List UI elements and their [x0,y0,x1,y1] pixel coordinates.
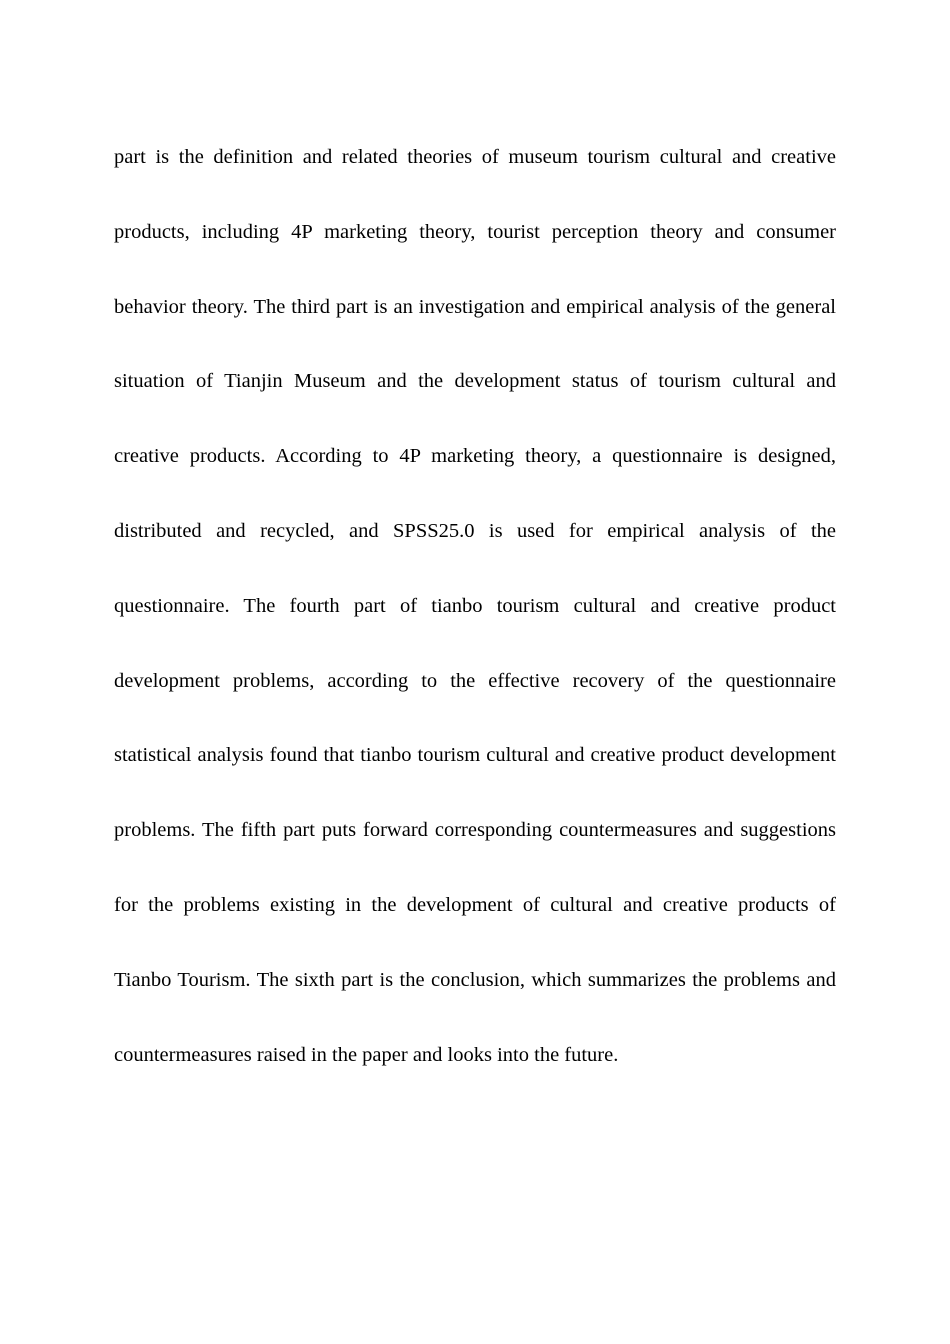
body-paragraph: part is the definition and related theories of museum tourism cultural and creative products, including 4P marketing theory, tourist perception theory and consumer behavior theory. The third part is an investigation and empirical analysis of the general situation of Tianjin Museum and the development status of tourism cultural and creative products. According to 4P marketing theory, a questionnaire is designed, distributed and recycled, and SPSS25.0 is used for empirical analysis of the questionnaire. The fourth part of tianbo tourism cultural and creative product development problems, according to the effective recovery of the questionnaire statistical analysis found that tianbo tourism cultural and creative product development problems. The fifth part puts forward corresponding countermeasures and suggestions for the problems existing in the development of cultural and creative products of Tianbo Tourism. The sixth part is the conclusion, which summarizes the problems and countermeasures raised in the paper and looks into the future. [114,146,836,1066]
